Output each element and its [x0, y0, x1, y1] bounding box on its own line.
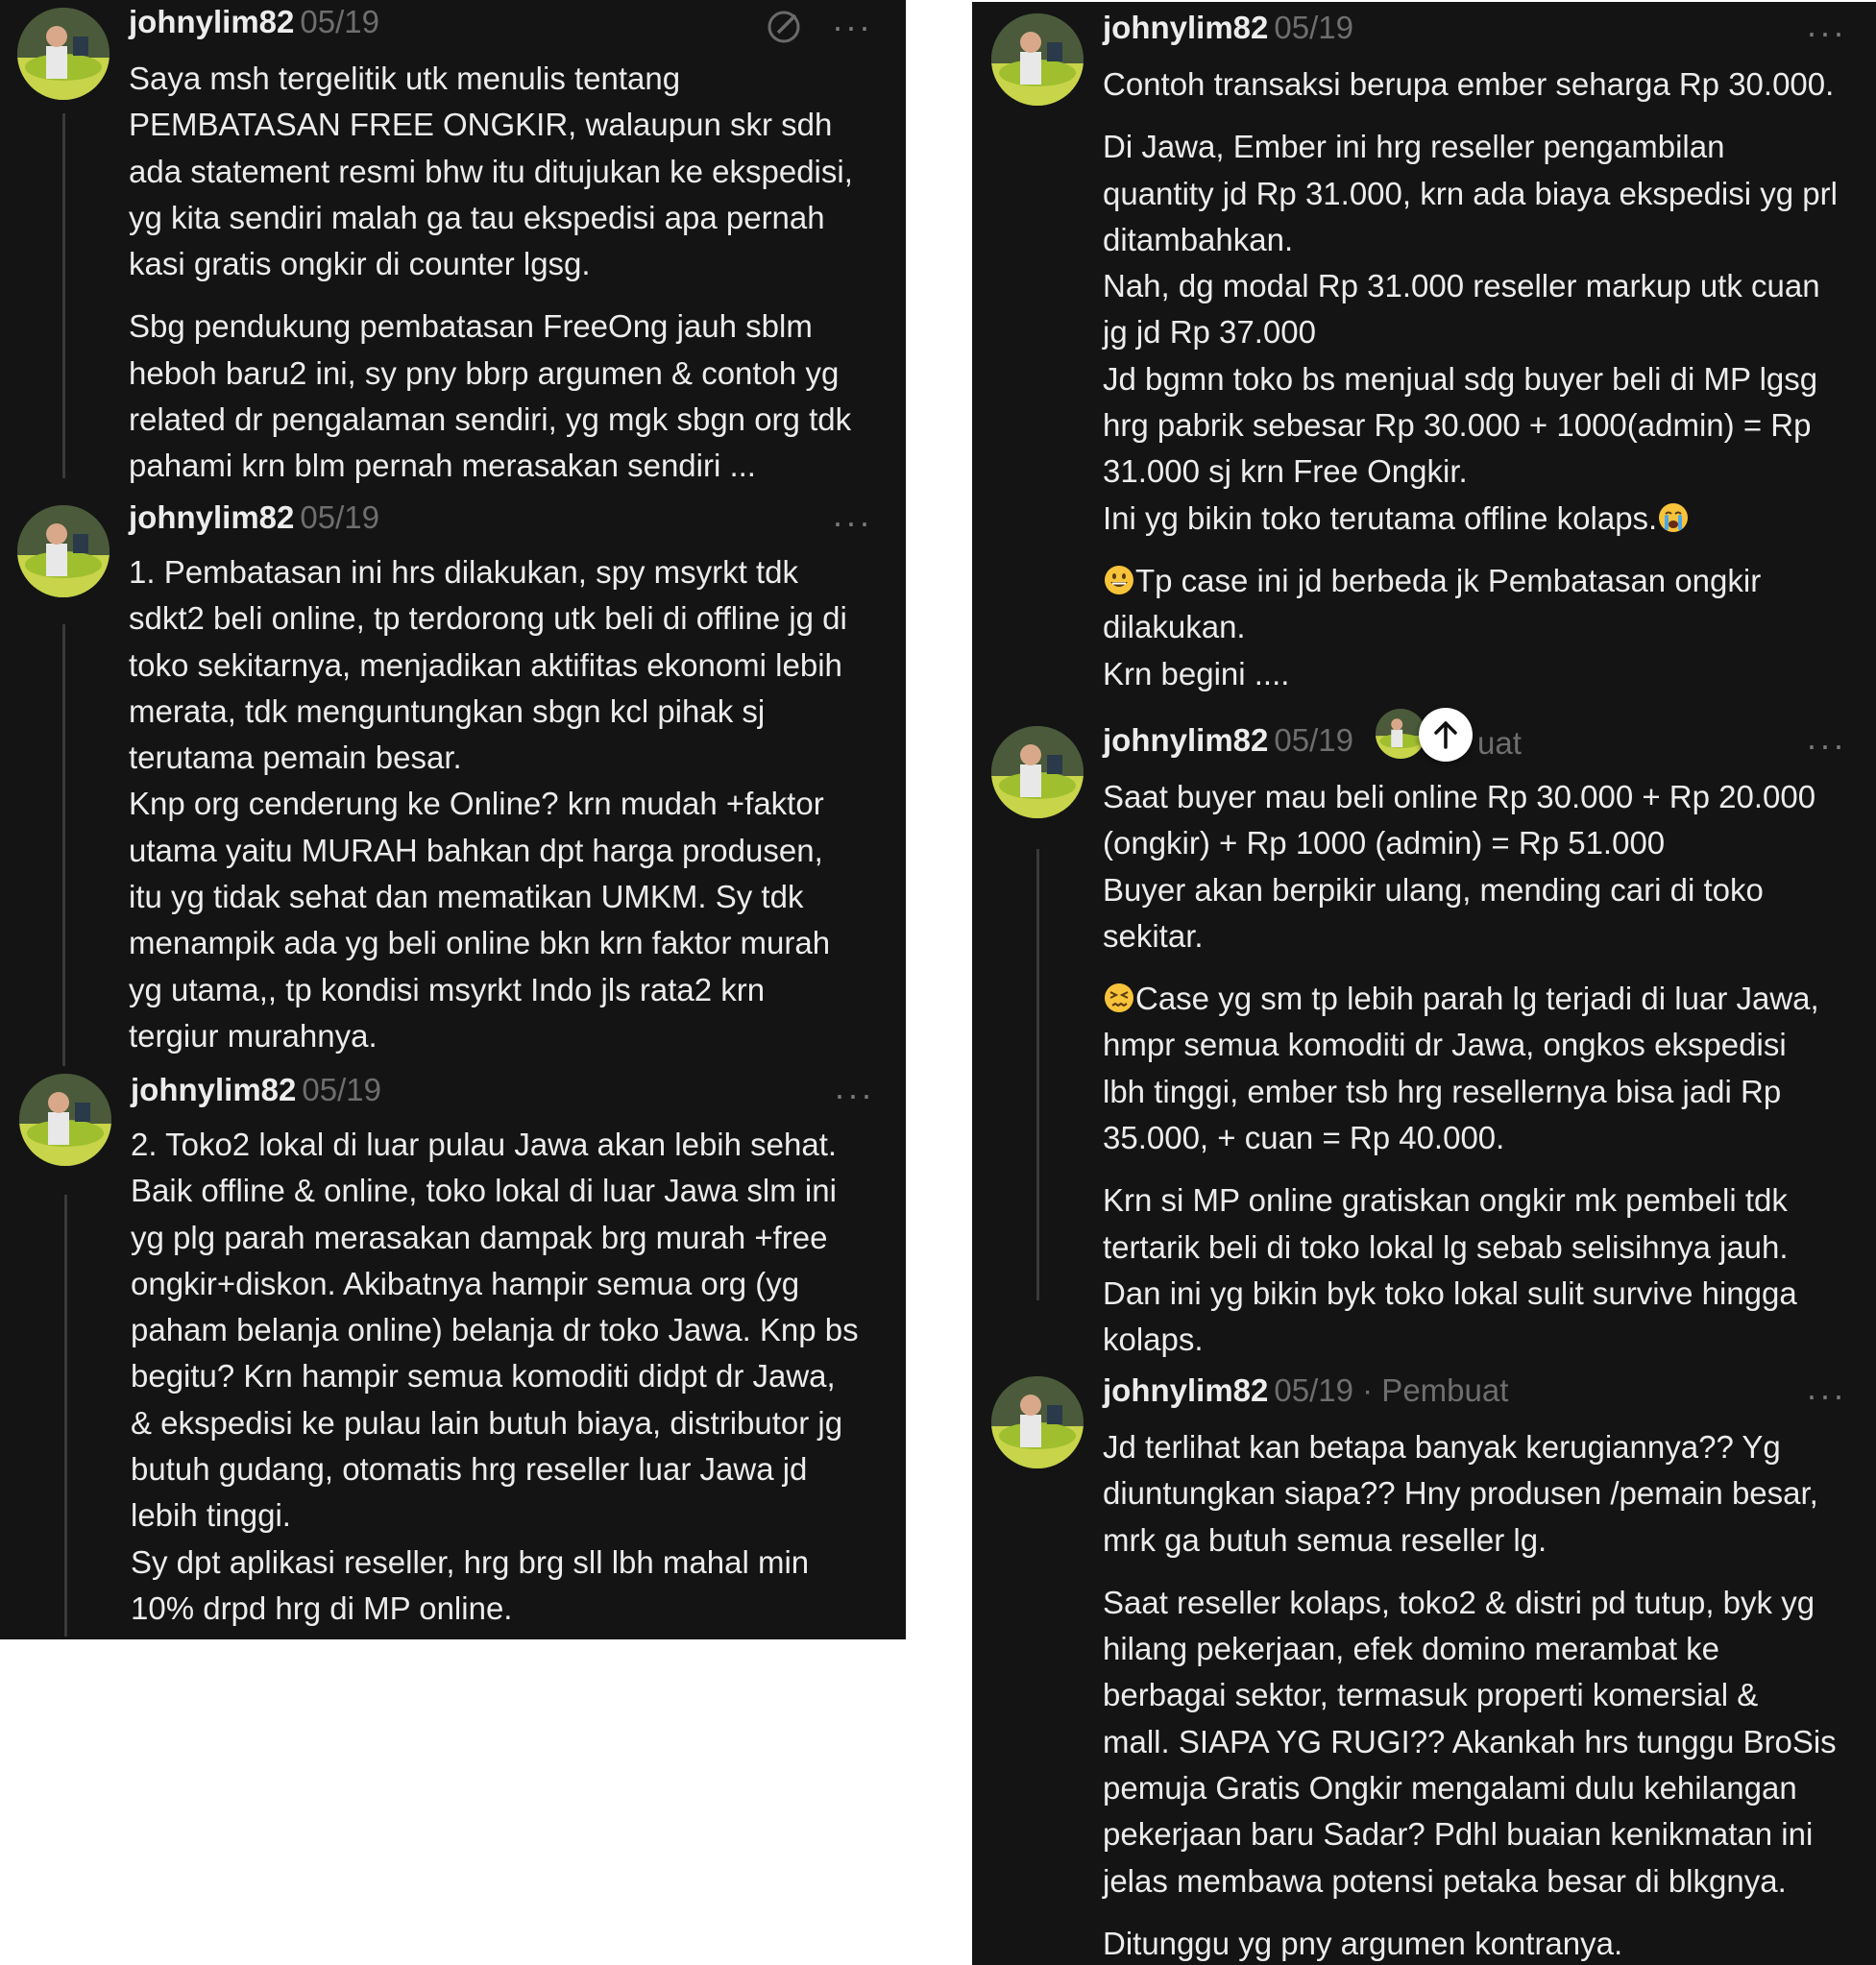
more-dots-icon[interactable]: ··· — [1806, 12, 1846, 52]
thread-line — [62, 113, 65, 478]
avatar[interactable] — [991, 726, 1084, 818]
username[interactable]: johnylim82 — [1103, 722, 1269, 758]
arrow-up-icon — [1419, 708, 1473, 762]
more-dots-icon[interactable]: ··· — [1806, 725, 1846, 764]
post-paragraph: Jd terlihat kan betapa banyak kerugiannya?? Yg diuntungkan siapa?? Hny produsen /pemain besar, mrk ga butuh semua reseller lg. — [1103, 1429, 1818, 1558]
username[interactable]: johnylim82 — [129, 4, 295, 39]
post-body — [1103, 774, 1868, 1380]
avatar[interactable] — [19, 1074, 111, 1166]
post-header — [1103, 10, 1353, 52]
avatar[interactable] — [17, 8, 110, 100]
avatar[interactable] — [17, 505, 110, 597]
avatar[interactable] — [991, 13, 1084, 106]
post-date: 05/19 — [1274, 1372, 1353, 1408]
post-header — [1103, 722, 1353, 764]
scroll-to-top-button[interactable] — [1419, 708, 1473, 762]
post-paragraph: Krn si MP online gratiskan ongkir mk pembeli tdk tertarik beli di toko lokal lg sebab selisihnya jauh. Dan ini yg bikin byk toko lokal sulit survive hingga kolaps. — [1103, 1182, 1797, 1358]
truncated-label: uat — [1477, 725, 1522, 761]
author-badge: · Pembuat — [1352, 1372, 1509, 1408]
more-dots-icon[interactable]: ··· — [1806, 1375, 1846, 1415]
thread-line — [1036, 849, 1039, 1300]
post-paragraph: Tp case ini jd berbeda jk Pembatasan ongkir dilakukan. Krn begini .... — [1103, 562, 1762, 691]
post-header — [131, 1072, 381, 1114]
post-paragraph: Contoh transaksi berupa ember seharga Rp 30.000. — [1103, 66, 1835, 102]
edit-pencil-icon[interactable] — [765, 8, 803, 46]
post-paragraph: Case yg sm tp lebih parah lg terjadi di luar Jawa, hmpr semua komoditi dr Jawa, ongkos ekspedisi lbh tinggi, ember tsb hrg resellernya bisa jadi Rp 35.000, + cuan = Rp 40.000. — [1103, 981, 1819, 1156]
post-paragraph: Saat reseller kolaps, toko2 & distri pd tutup, byk yg hilang pekerjaan, efek domino merambat ke berbagai sektor, termasuk properti komersial & mall. SIAPA YG RUGI?? Akankah hrs tunggu BroSis pemuja Gratis Ongkir mengalami dulu kehilangan pekerjaan baru Sadar? Pdhl buaian kenikmatan ini jelas membawa potensi petaka besar di blkgnya. — [1103, 1584, 1837, 1899]
more-dots-icon[interactable]: ··· — [832, 502, 872, 542]
post-body — [129, 549, 898, 1066]
post-body — [1103, 1424, 1868, 1965]
post-paragraph: Di Jawa, Ember ini hrg reseller pengambilan quantity jd Rp 31.000, krn ada biaya ekspedisi yg prl ditambahkan. Nah, dg modal Rp 31.000 reseller markup utk cuan jg jd Rp 37.000 Jd bgmn toko bs menjual sdg buyer beli di MP lgsg hrg pabrik sebesar Rp 30.000 + 1000(admin) = Rp 31.000 sj krn Free Ongkir. Ini yg bikin toko terutama offline kolaps. — [1103, 129, 1838, 536]
post-header — [129, 499, 379, 542]
more-dots-icon[interactable]: ··· — [834, 1075, 874, 1114]
post-body — [131, 1122, 898, 1639]
post-paragraph: Ditunggu yg pny argumen kontranya. — [1103, 1925, 1623, 1961]
username[interactable]: johnylim82 — [1103, 10, 1269, 45]
more-dots-icon[interactable]: ··· — [832, 7, 872, 46]
thread-panel-left-top — [0, 0, 906, 1066]
thread-line — [64, 1195, 67, 1637]
avatar[interactable] — [991, 1376, 1084, 1468]
persevering-face-emoji — [1103, 982, 1135, 1014]
post-date: 05/19 — [302, 1072, 381, 1107]
post-paragraph: Sbg pendukung pembatasan FreeOng jauh sblm heboh baru2 ini, sy pny bbrp argumen & contoh yg related dr pengalaman sendiri, yg mgk sbgn org tdk pahami krn blm pernah merasakan sendiri ... — [129, 308, 852, 484]
loudly-crying-face-emoji — [1657, 501, 1690, 534]
post-header — [129, 4, 379, 46]
post-body — [1103, 61, 1868, 707]
username[interactable]: johnylim82 — [131, 1072, 297, 1107]
post-date: 05/19 — [1274, 10, 1353, 45]
post-paragraph: Saat buyer mau beli online Rp 30.000 + Rp 20.000 (ongkir) + Rp 1000 (admin) = Rp 51.000 Buyer akan berpikir ulang, mending cari di toko sekitar. — [1103, 779, 1816, 954]
post-paragraph: 1. Pembatasan ini hrs dilakukan, spy msyrkt tdk sdkt2 beli online, tp terdorong utk beli di offline jg di toko sekitarnya, menjadikan aktifitas ekonomi lebih merata, tdk menguntungkan sbgn kcl pihak sj terutama pemain besar. Knp org cenderung ke Online? krn mudah +faktor utama yaitu MURAH bahkan dpt harga produsen, itu yg tidak sehat dan mematikan UMKM. Sy tdk menampik ada yg beli online bkn krn faktor murah yg utama,, tp kondisi msyrkt Indo jls rata2 krn tergiur murahnya. — [129, 554, 847, 1054]
username[interactable]: johnylim82 — [1103, 1372, 1269, 1408]
post-date: 05/19 — [1274, 722, 1353, 758]
post-paragraph: 2. Toko2 lokal di luar pulau Jawa akan lebih sehat. Baik offline & online, toko lokal di luar Jawa slm ini yg plg parah merasakan dampak brg murah +free ongkir+diskon. Akibatnya hampir semua org (yg paham belanja online) belanja dr toko Jawa. Knp bs begitu? Krn hampir semua komoditi didpt dr Jawa, & ekspedisi ke pulau lain butuh biaya, distributor jg butuh gudang, otomatis hrg reseller luar Jawa jd lebih tinggi. Sy dpt aplikasi reseller, hrg brg sll lbh mahal min 10% drpd hrg di MP online. — [131, 1127, 859, 1626]
thread-line — [62, 624, 65, 1066]
post-header — [1103, 1372, 1508, 1415]
thread-panel-right-bottom — [972, 707, 1876, 1965]
post-paragraph: Saya msh tergelitik utk menulis tentang PEMBATASAN FREE ONGKIR, walaupun skr sdh ada statement resmi bhw itu ditujukan ke ekspedisi, yg kita sendiri malah ga tau ekspedisi apa pernah kasi gratis ongkir di counter lgsg. — [129, 61, 853, 282]
post-body — [129, 56, 898, 506]
post-date: 05/19 — [300, 4, 379, 39]
thread-panel-left-bottom — [0, 1066, 906, 1639]
grinning-face-emoji — [1103, 564, 1135, 596]
username[interactable]: johnylim82 — [129, 499, 295, 535]
thread-panel-right-top — [972, 2, 1876, 707]
post-date: 05/19 — [300, 499, 379, 535]
